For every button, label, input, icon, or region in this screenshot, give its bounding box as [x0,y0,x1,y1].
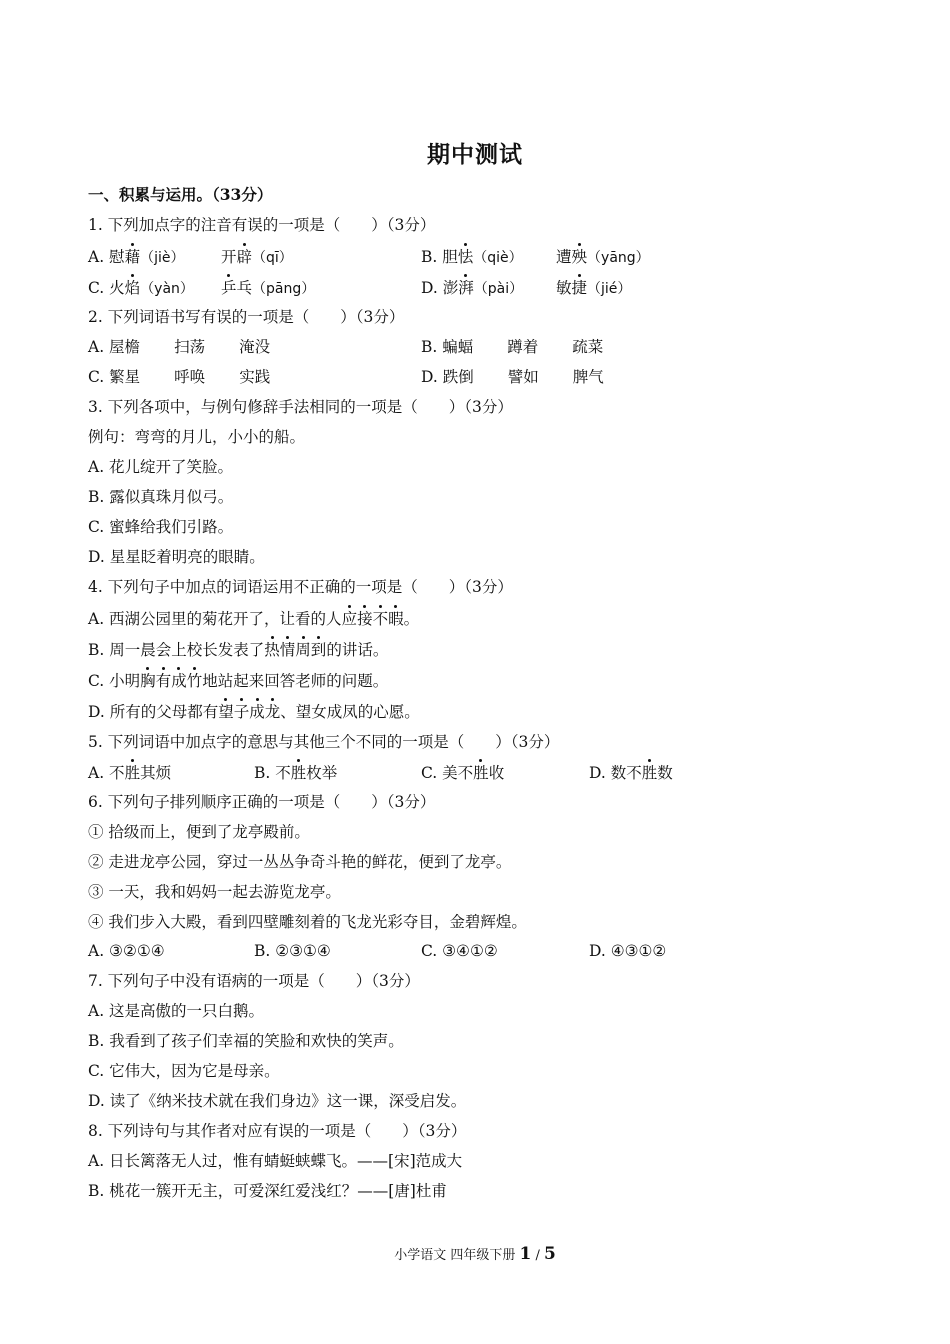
page-footer [0,1244,950,1264]
q1-option-c: C. 火焰（yàn） [88,279,194,297]
q5-option-d: D. 数不胜数 [589,764,673,782]
q2-option-a: A. 屋檐 扫荡 淹没 [88,338,271,356]
page-total: 5 [543,1244,556,1264]
question-6-stem: 6. 下列句子排列顺序正确的一项是（ ）（3分） [88,793,436,811]
q7-option-b: B. 我看到了孩子们幸福的笑脸和欢快的笑声。 [88,1032,404,1050]
q4-option-a: A. 西湖公园里的菊花开了，让看的人应接不暇。 [88,610,420,628]
q6-option-c: C. ③④①② [421,942,498,960]
q6-option-b: B. ②③①④ [254,942,331,960]
q3-option-c: C. 蜜蜂给我们引路。 [88,518,234,536]
q6-sentence-2: ② 走进龙亭公园，穿过一丛丛争奇斗艳的鲜花，便到了龙亭。 [88,853,512,871]
question-1-stem: 1. 下列加点字的注音有误的一项是（ ）（3分） [88,216,436,234]
q2-option-b: B. 蝙蝠 蹲着 疏菜 [421,338,604,356]
page-title: 期中测试 [427,141,523,168]
q6-sentence-3: ③ 一天，我和妈妈一起去游览龙亭。 [88,883,341,901]
q3-option-a: A. 花儿绽开了笑脸。 [88,458,234,476]
q8-option-a: A. 日长篱落无人过，惟有蜻蜓蛱蝶飞。——[宋]范成大 [88,1152,463,1170]
section-heading: 一、积累与运用。（33分） [88,185,273,204]
question-2-stem: 2. 下列词语书写有误的一项是（ ）（3分） [88,308,405,326]
q1-option-a-word2: 开辟（qī） [221,248,293,266]
footer-subject: 小学语文 四年级下册 [394,1248,516,1263]
q1-option-d: D. 澎湃（pài） [421,279,524,297]
q4-option-c: C. 小明胸有成竹地站起来回答老师的问题。 [88,672,389,690]
q1-option-a: A. 慰藉（jiè） [88,248,185,266]
q6-sentence-1: ① 拾级而上，便到了龙亭殿前。 [88,823,310,841]
q6-option-d: D. ④③①② [589,942,667,960]
page-separator: / [531,1248,544,1263]
question-5-stem: 5. 下列词语中加点字的意思与其他三个不同的一项是（ ）（3分） [88,733,560,751]
q5-option-b: B. 不胜枚举 [254,764,338,782]
q3-option-b: B. 露似真珠月似弓。 [88,488,234,506]
page-number: 1 [519,1244,532,1264]
q2-option-d: D. 跌倒 譬如 脾气 [421,368,604,386]
question-4-stem: 4. 下列句子中加点的词语运用不正确的一项是（ ）（3分） [88,578,513,596]
q7-option-c: C. 它伟大，因为它是母亲。 [88,1062,280,1080]
q4-option-b: B. 周一晨会上校长发表了热情周到的讲话。 [88,641,389,659]
q6-option-a: A. ③②①④ [88,942,165,960]
q3-example: 例句：弯弯的月儿，小小的船。 [88,428,306,446]
q1-option-c-word2: 乒乓（pāng） [221,279,316,297]
q5-option-a: A. 不胜其烦 [88,764,172,782]
q5-option-c: C. 美不胜收 [421,764,505,782]
q2-option-c: C. 繁星 呼唤 实践 [88,368,271,386]
q1-option-b: B. 胆怯（qiè） [421,248,523,266]
question-3-stem: 3. 下列各项中，与例句修辞手法相同的一项是（ ）（3分） [88,398,513,416]
q4-option-d: D. 所有的父母都有望子成龙、望女成凤的心愿。 [88,703,420,721]
q6-sentence-4: ④ 我们步入大殿，看到四壁雕刻着的飞龙光彩夺目，金碧辉煌。 [88,913,527,931]
q1-option-b-word2: 遭殃（yāng） [556,248,650,266]
question-7-stem: 7. 下列句子中没有语病的一项是（ ）（3分） [88,972,420,990]
q1-option-d-word2: 敏捷（jié） [556,279,632,297]
q8-option-b: B. 桃花一簇开无主，可爱深红爱浅红？——[唐]杜甫 [88,1182,447,1200]
question-8-stem: 8. 下列诗句与其作者对应有误的一项是（ ）（3分） [88,1122,467,1140]
q3-option-d: D. 星星眨着明亮的眼睛。 [88,548,265,566]
q7-option-d: D. 读了《纳米技术就在我们身边》这一课，深受启发。 [88,1092,467,1110]
q7-option-a: A. 这是高傲的一只白鹅。 [88,1002,265,1020]
